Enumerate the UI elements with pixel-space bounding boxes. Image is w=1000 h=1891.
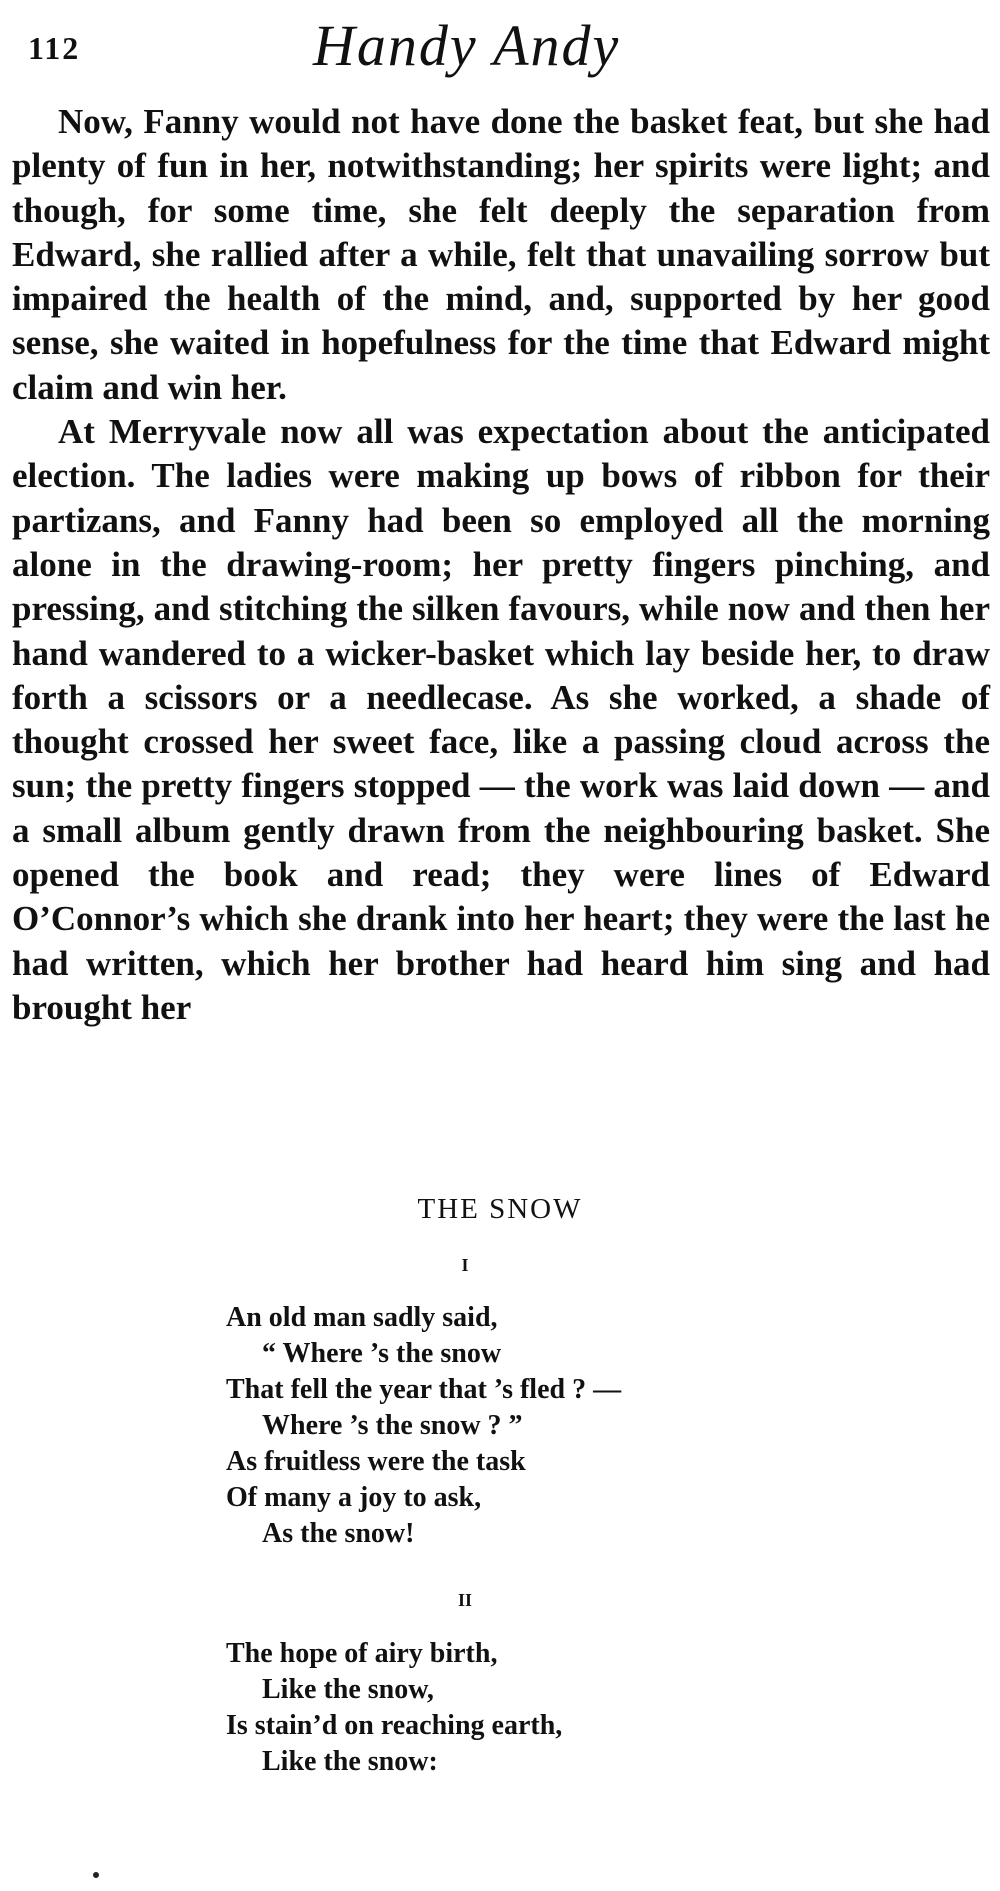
poem-line: “ Where ’s the snow xyxy=(262,1338,502,1369)
poem-line: An old man sadly said, xyxy=(226,1302,498,1333)
paragraph: Now, Fanny would not have done the basket feat, but she had plenty of fun in her, notwithstanding; her spirits were light; and though, for some time, she felt deeply the separation from Edward, she rallied after a while, felt that unavailing sorrow but impaired the health of the mind, and, supported by her good sense, she waited in hopefulness for the time that Edward might claim and win her. xyxy=(12,102,990,407)
prose-body xyxy=(12,100,990,1030)
poem-line: Of many a joy to ask, xyxy=(226,1482,482,1513)
stanza-number: II xyxy=(457,1590,472,1610)
poem-line: Where ’s the snow ? ” xyxy=(262,1410,523,1441)
paragraph: At Merryvale now all was expectation about the anticipated election. The ladies were making up bows of ribbon for their partizans, and Fanny had been so employed all the morning alone in the drawing-room; her pretty fingers pinching, and pressing, and stitching the silken favours, while now and then her hand wandered to a wicker-basket which lay beside her, to draw forth a scissors or a needlecase. As she worked, a shade of thought crossed her sweet face, like a passing cloud across the sun; the pretty fingers stopped — the work was laid down — and a small album gently drawn from the neighbouring basket. She opened the book and read; they were lines of Edward O’Connor’s which she drank into her heart; they were the last he had written, which her brother had heard him sing and had brought her xyxy=(12,412,990,1027)
poem-line: As fruitless were the task xyxy=(226,1446,526,1477)
running-title: Handy Andy xyxy=(313,13,621,78)
poem-stanza xyxy=(226,1636,562,1780)
poem-line: As the snow! xyxy=(262,1518,415,1549)
poem-stanza xyxy=(226,1300,621,1552)
poem-title: THE SNOW xyxy=(417,1193,583,1225)
poem-line: Like the snow, xyxy=(262,1674,434,1705)
stanza-number: I xyxy=(461,1255,469,1275)
poem-line: The hope of airy birth, xyxy=(226,1638,498,1669)
ink-speck xyxy=(93,1872,99,1878)
page-number: 112 xyxy=(28,30,81,66)
poem-line: Like the snow: xyxy=(262,1746,438,1777)
poem-line: Is stain’d on reaching earth, xyxy=(226,1710,563,1741)
page-header xyxy=(28,12,988,92)
poem-line: That fell the year that ’s fled ? — xyxy=(226,1374,622,1405)
